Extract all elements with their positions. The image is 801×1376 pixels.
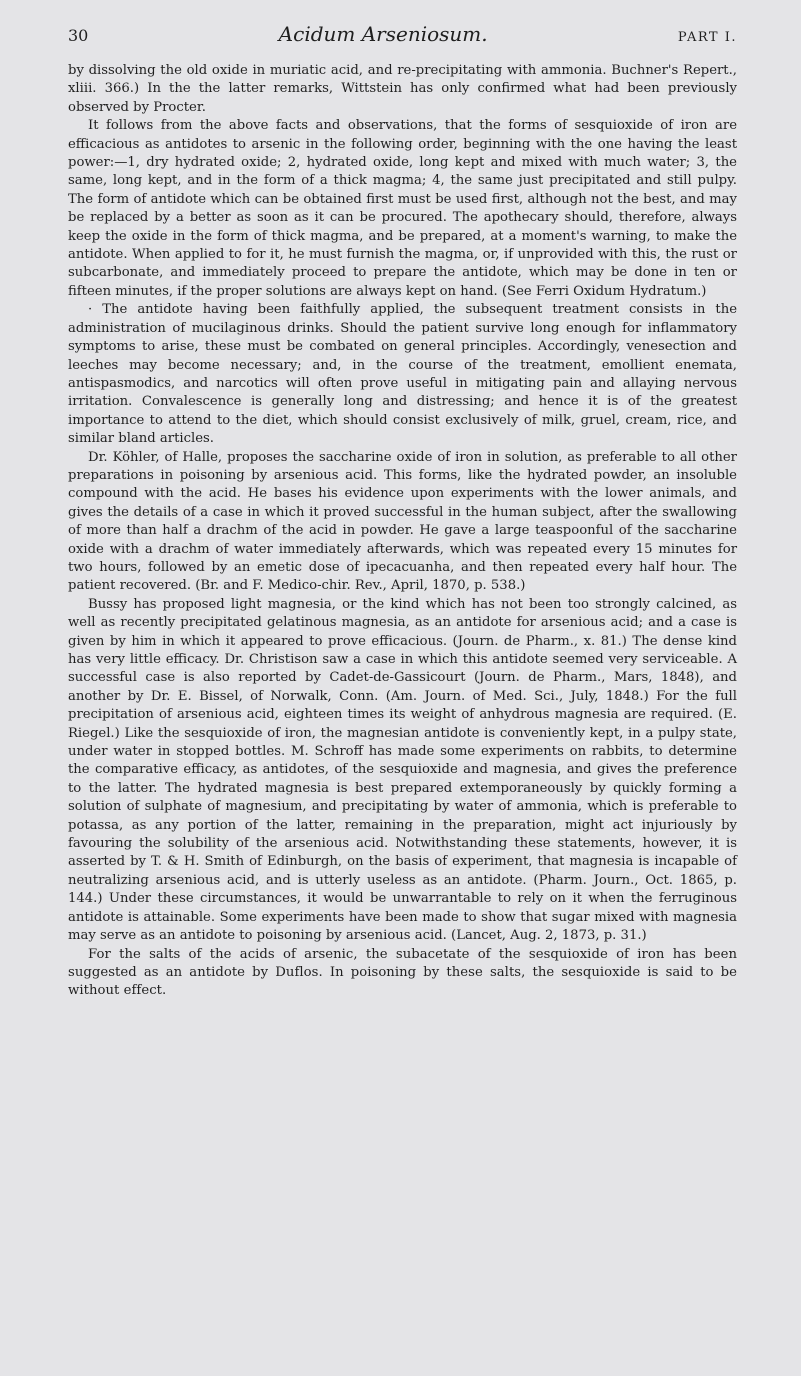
paragraph: It follows from the above facts and observations, that the forms of sesquioxide of iron are efficacious as antidotes to arsenic in the following order, beginning with the one having the least power:—1, dry hydrated oxide; 2, hydrated oxide, long kept and mixed with much water; 3, the same, long kept, and in the form of a thick magma; 4, the same just precipitated and still pulpy. The form of antidote which can be obtained first must be used first, although not the best, and may be replaced by a better as soon as it can be procured. The apothecary should, therefore, always keep the oxide in the form of thick magma, and be prepared, at a moment's warning, to make the antidote. When applied to for it, he must furnish the magma, or, if unprovided with this, the rust or subcarbonate, and immediately proceed to prepare the antidote, which may be done in ten or fifteen minutes, if the proper solutions are always kept on hand. (See Ferri Oxidum Hydratum.) — [68, 118, 737, 299]
paragraph: Bussy has proposed light magnesia, or the kind which has not been too strongly calcined, as well as recently precipitated gelatinous magnesia, as an antidote for arsenious acid; and a case is given by him in which it appeared to prove efficacious. (Journ. de Pharm., x. 81.) The dense kind has very little efficacy. Dr. Christison saw a case in which this antidote seemed very serviceable. A successful case is also reported by Cadet-de-Gassicourt (Journ. de Pharm., Mars, 1848), and another by Dr. E. Bissel, of Norwalk, Conn. (Am. Journ. of Med. Sci., July, 1848.) For the full precipitation of arsenious acid, eighteen times its weight of anhydrous magnesia are required. (E. Riegel.) Like the sesquioxide of iron, the magnesian antidote is conveniently kept, in a pulpy state, under water in stopped bottles. M. Schroff has made some experiments on rabbits, to determine the comparative efficacy, as antidotes, of the sesquioxide and magnesia, and gives the preference to the latter. The hydrated magnesia is best prepared extemporaneously by quickly forming a solution of sulphate of magnesium, and precipitating by water of ammonia, which is preferable to potassa, as any portion of the latter, remaining in the preparation, might act injuriously by favouring the solubility of the arsenious acid. Notwithstanding these statements, however, it is asserted by T. & H. Smith of Edinburgh, on the basis of experiment, that magnesia is incapable of neutralizing arsenious acid, and is utterly useless as an antidote. (Pharm. Journ., Oct. 1865, p. 144.) Under these circumstances, it would be unwarrantable to rely on it when the ferruginous antidote is attainable. Some experiments have been made to show that sugar mixed with magnesia may serve as an antidote to poisoning by arsenious acid. (Lancet, Aug. 2, 1873, p. 31.) — [68, 596, 737, 944]
running-title: Acidum Arseniosum. — [278, 22, 488, 46]
paragraph: Dr. Köhler, of Halle, proposes the saccharine oxide of iron in solution, as preferable to all other preparations in poisoning by arsenious acid. This forms, like the hydrated powder, an insoluble compound with the acid. He bases his evidence upon experiments with the lower animals, and gives the details of a case in which it proved successful in the human subject, after the swallowing of more than half a drachm of the acid in powder. He gave a large teaspoonful of the saccharine oxide with a drachm of water immediately afterwards, which was repeated every 15 minutes for two hours, followed by an emetic dose of ipecacuanha, and then repeated every half hour. The patient recovered. (Br. and F. Medico-chir. Rev., April, 1870, p. 538.) — [68, 449, 737, 594]
paragraph: · The antidote having been faithfully applied, the subsequent treatment consists in the administration of mucilaginous drinks. Should the patient survive long enough for inflammatory symptoms to arise, these must be combated on general principles. Accordingly, venesection and leeches may become necessary; and, in the course of the treatment, emollient enemata, antispasmodics, and narcotics will often prove useful in mitigating pain and allaying nervous irritation. Convalescence is generally long and distressing; and hence it is of the greatest importance to attend to the diet, which should consist exclusively of milk, gruel, cream, rice, and similar bland articles. — [68, 302, 737, 447]
running-head — [68, 22, 737, 62]
part-label: PART I. — [677, 30, 737, 45]
page-number: 30 — [68, 26, 89, 45]
paragraph: by dissolving the old oxide in muriatic acid, and re-precipitating with ammonia. Buchner's Repert., xliii. 366.) In the the latter remarks, Wittstein has only confirmed what had been previously observed by Procter. — [68, 63, 737, 115]
paragraph: For the salts of the acids of arsenic, the subacetate of the sesquioxide of iron has been suggested as an antidote by Duflos. In poisoning by these salts, the sesquioxide is said to be without effect. — [68, 946, 737, 999]
body-text — [68, 62, 737, 1001]
